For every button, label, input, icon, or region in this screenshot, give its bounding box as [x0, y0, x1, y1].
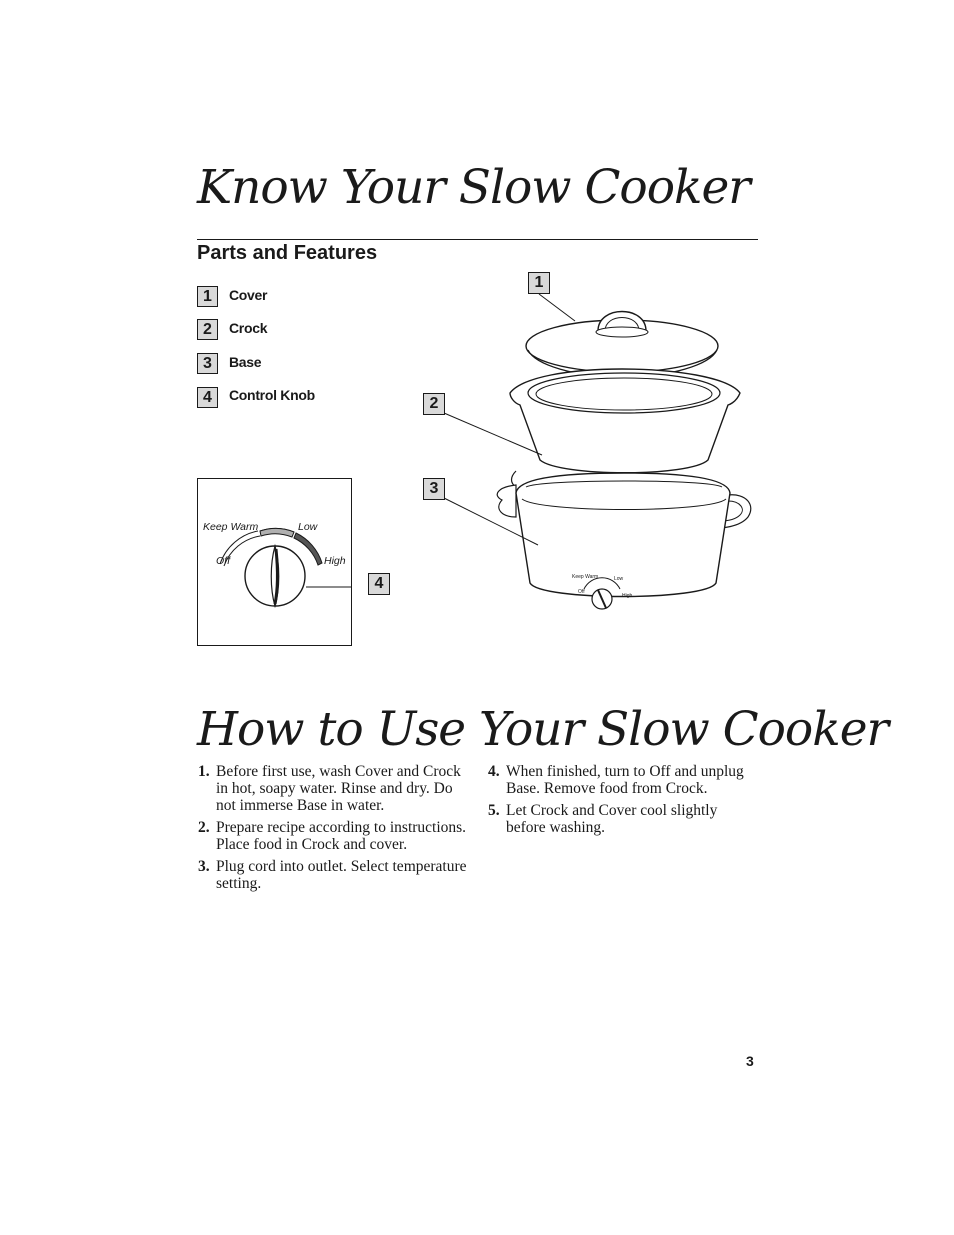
step-number: 5.: [488, 802, 500, 819]
step-item: [198, 763, 470, 814]
step-item: [198, 858, 470, 892]
control-knob-panel: [197, 478, 352, 646]
step-number: 4.: [488, 763, 500, 780]
part-label-crock: Crock: [229, 320, 268, 336]
part-label-control-knob: Control Knob: [229, 387, 315, 403]
crock-drawing: [510, 369, 740, 473]
part-number-2: 2: [197, 319, 218, 340]
slow-cooker-illustration: [410, 265, 760, 625]
callout-2: 2: [423, 393, 445, 415]
part-number-4: 4: [197, 387, 218, 408]
knob-label-keep-warm: Keep Warm: [203, 521, 259, 533]
knob-label-off: Off: [216, 555, 231, 567]
step-text: Prepare recipe according to instructions. Place food in Crock and cover.: [216, 819, 467, 853]
base-drawing: [497, 471, 751, 609]
knob-label-low: Low: [298, 521, 318, 533]
cover-drawing: [526, 312, 718, 378]
svg-text:Keep Warm: Keep Warm: [572, 574, 599, 580]
part-number-3: 3: [197, 353, 218, 374]
svg-text:High: High: [622, 593, 633, 599]
knob-label-high: High: [324, 555, 346, 567]
part-label-base: Base: [229, 354, 262, 370]
section-title-know: Know Your Slow Cooker: [197, 160, 750, 215]
steps-column-left: [198, 763, 470, 897]
callout-4: 4: [368, 573, 390, 595]
step-text: Plug cord into outlet. Select temperature setting.: [216, 858, 467, 892]
title-divider: [197, 239, 758, 240]
step-text: Let Crock and Cover cool slightly before washing.: [506, 802, 718, 836]
steps-column-right: [488, 763, 760, 841]
parts-features-heading: Parts and Features: [197, 242, 378, 264]
part-label-cover: Cover: [229, 287, 268, 303]
callout-1: 1: [528, 272, 550, 294]
part-number-1: 1: [197, 286, 218, 307]
step-number: 3.: [198, 858, 210, 875]
svg-text:Low: Low: [614, 576, 624, 582]
page-number: 3: [746, 1053, 754, 1069]
step-item: [488, 802, 760, 836]
svg-text:Off: Off: [578, 589, 585, 595]
callout-3: 3: [423, 478, 445, 500]
step-number: 1.: [198, 763, 210, 780]
step-item: [198, 819, 470, 853]
control-knob-illustration: [198, 479, 351, 645]
step-item: [488, 763, 760, 797]
step-text: When finished, turn to Off and unplug Base. Remove food from Crock.: [506, 763, 744, 797]
section-title-how-to-use: How to Use Your Slow Cooker: [197, 702, 888, 757]
step-text: Before first use, wash Cover and Crock in hot, soapy water. Rinse and dry. Do not immerse Base in water.: [216, 763, 461, 814]
step-number: 2.: [198, 819, 210, 836]
